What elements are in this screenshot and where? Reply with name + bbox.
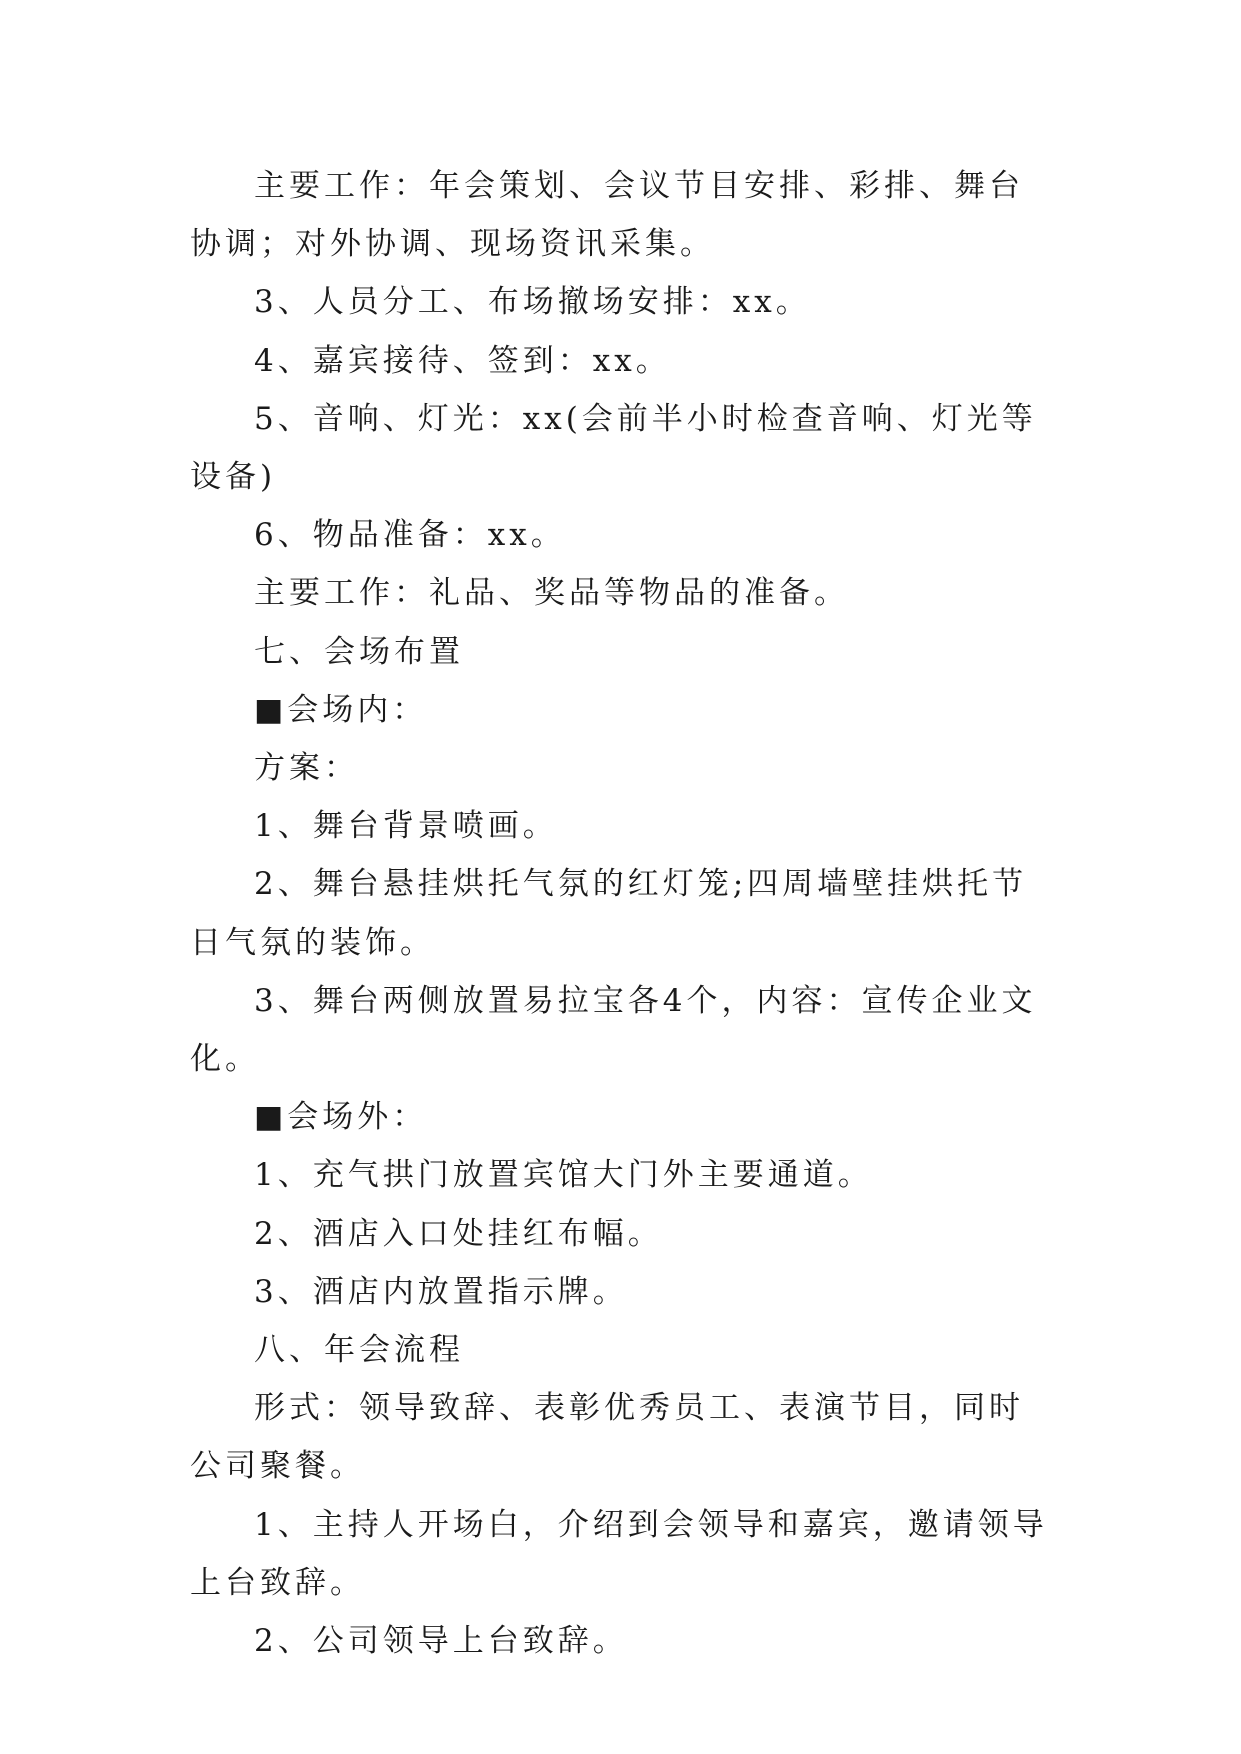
paragraph-plan-item-2: 2、舞台悬挂烘托气氛的红灯笼;四周墙壁挂烘托节日气氛的装饰。	[190, 866, 1028, 961]
paragraph-flow-item-2: 2、公司领导上台致辞。	[254, 1623, 628, 1660]
paragraph-plan-label: 方案：	[254, 750, 359, 787]
paragraph-item-3-staffing: 3、人员分工、布场撤场安排：xx。	[254, 284, 811, 321]
paragraph-format: 形式：领导致辞、表彰优秀员工、表演节目，同时公司聚餐。	[190, 1390, 1024, 1485]
paragraph-plan-item-3: 3、舞台两侧放置易拉宝各4个，内容：宣传企业文化。	[190, 982, 1037, 1078]
paragraph-outside-item-3: 3、酒店内放置指示牌。	[254, 1273, 628, 1310]
paragraph-item-5-audio-lighting: 5、音响、灯光：xx(会前半小时检查音响、灯光等设备)	[190, 400, 1037, 496]
paragraph-item-6-supplies: 6、物品准备：xx。	[254, 517, 566, 554]
section-heading-annual-meeting-flow: 八、年会流程	[254, 1332, 464, 1369]
paragraph-main-work-1: 主要工作：年会策划、会议节目安排、彩排、舞台协调；对外协调、现场资讯采集。	[190, 168, 1024, 263]
paragraph-outside-item-1: 1、充气拱门放置宾馆大门外主要通道。	[254, 1157, 873, 1194]
paragraph-flow-item-1: 1、主持人开场白，介绍到会领导和嘉宾，邀请领导上台致辞。	[190, 1506, 1048, 1601]
subheading-inside-venue: ■会场内：	[254, 691, 428, 728]
paragraph-item-4-reception: 4、嘉宾接待、签到：xx。	[254, 342, 671, 379]
paragraph-outside-item-2: 2、酒店入口处挂红布幅。	[254, 1215, 663, 1252]
section-heading-venue-layout: 七、会场布置	[254, 633, 464, 670]
paragraph-main-work-2: 主要工作：礼品、奖品等物品的准备。	[254, 575, 849, 612]
paragraph-plan-item-1: 1、舞台背景喷画。	[254, 808, 558, 845]
subheading-outside-venue: ■会场外：	[254, 1099, 428, 1136]
document-body	[190, 157, 1055, 1670]
